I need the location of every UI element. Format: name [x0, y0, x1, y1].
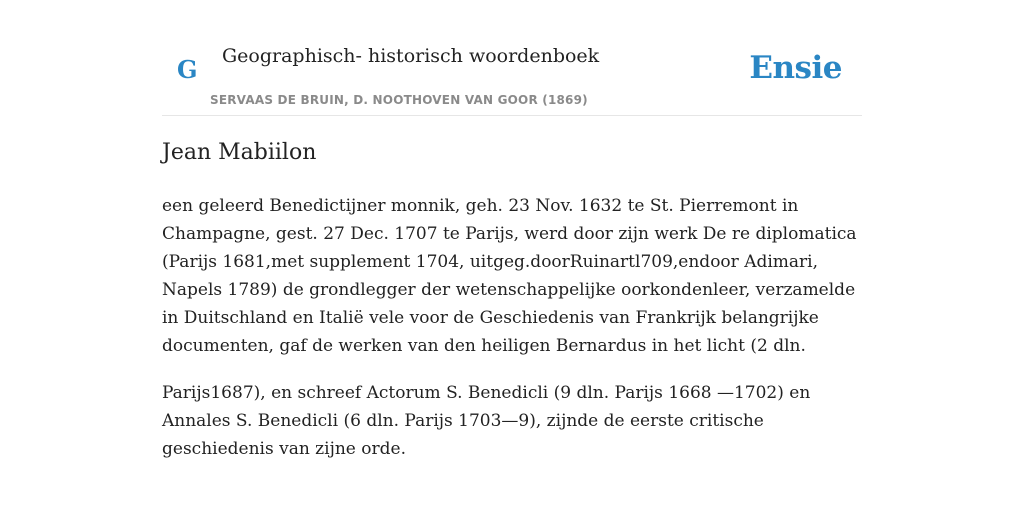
entry-title: Jean Mabiilon: [162, 140, 317, 165]
entry-paragraph: Parijs1687), en schreef Actorum S. Benedicli (9 dln. Parijs 1668 —1702) en Annales S. Benedicli (6 dln. Parijs 1703—9), zijnde de eerste critische geschiedenis van zijne orde.: [162, 383, 811, 459]
entry-paragraph: een geleerd Benedictijner monnik, geh. 23 Nov. 1632 te St. Pierremont in Champagne, gest. 27 Dec. 1707 te Parijs, werd door zijn werk De re diplomatica (Parijs 1681,met supplement 1704, uitgeg.doorRuinartl709,endoor Adimari, Napels 1789) de grondlegger der wetenschappelijke oorkondenleer, verzamelde in Duitschland en Italië vele voor de Geschiedenis van Frankrijk belangrijke documenten, gaf de werken van den heiligen Bernardus in het licht (2 dln.: [162, 196, 857, 356]
book-authors: SERVAAS DE BRUIN, D. NOOTHOVEN VAN GOOR (1869): [210, 93, 588, 107]
book-logo-icon[interactable]: G: [177, 55, 198, 84]
page-container: [162, 0, 862, 459]
book-header: [162, 0, 862, 116]
entry-body: [162, 192, 862, 482]
ensie-logo-link[interactable]: Ensie: [749, 50, 842, 86]
book-title-link[interactable]: Geographisch- historisch woordenboek: [222, 45, 600, 67]
